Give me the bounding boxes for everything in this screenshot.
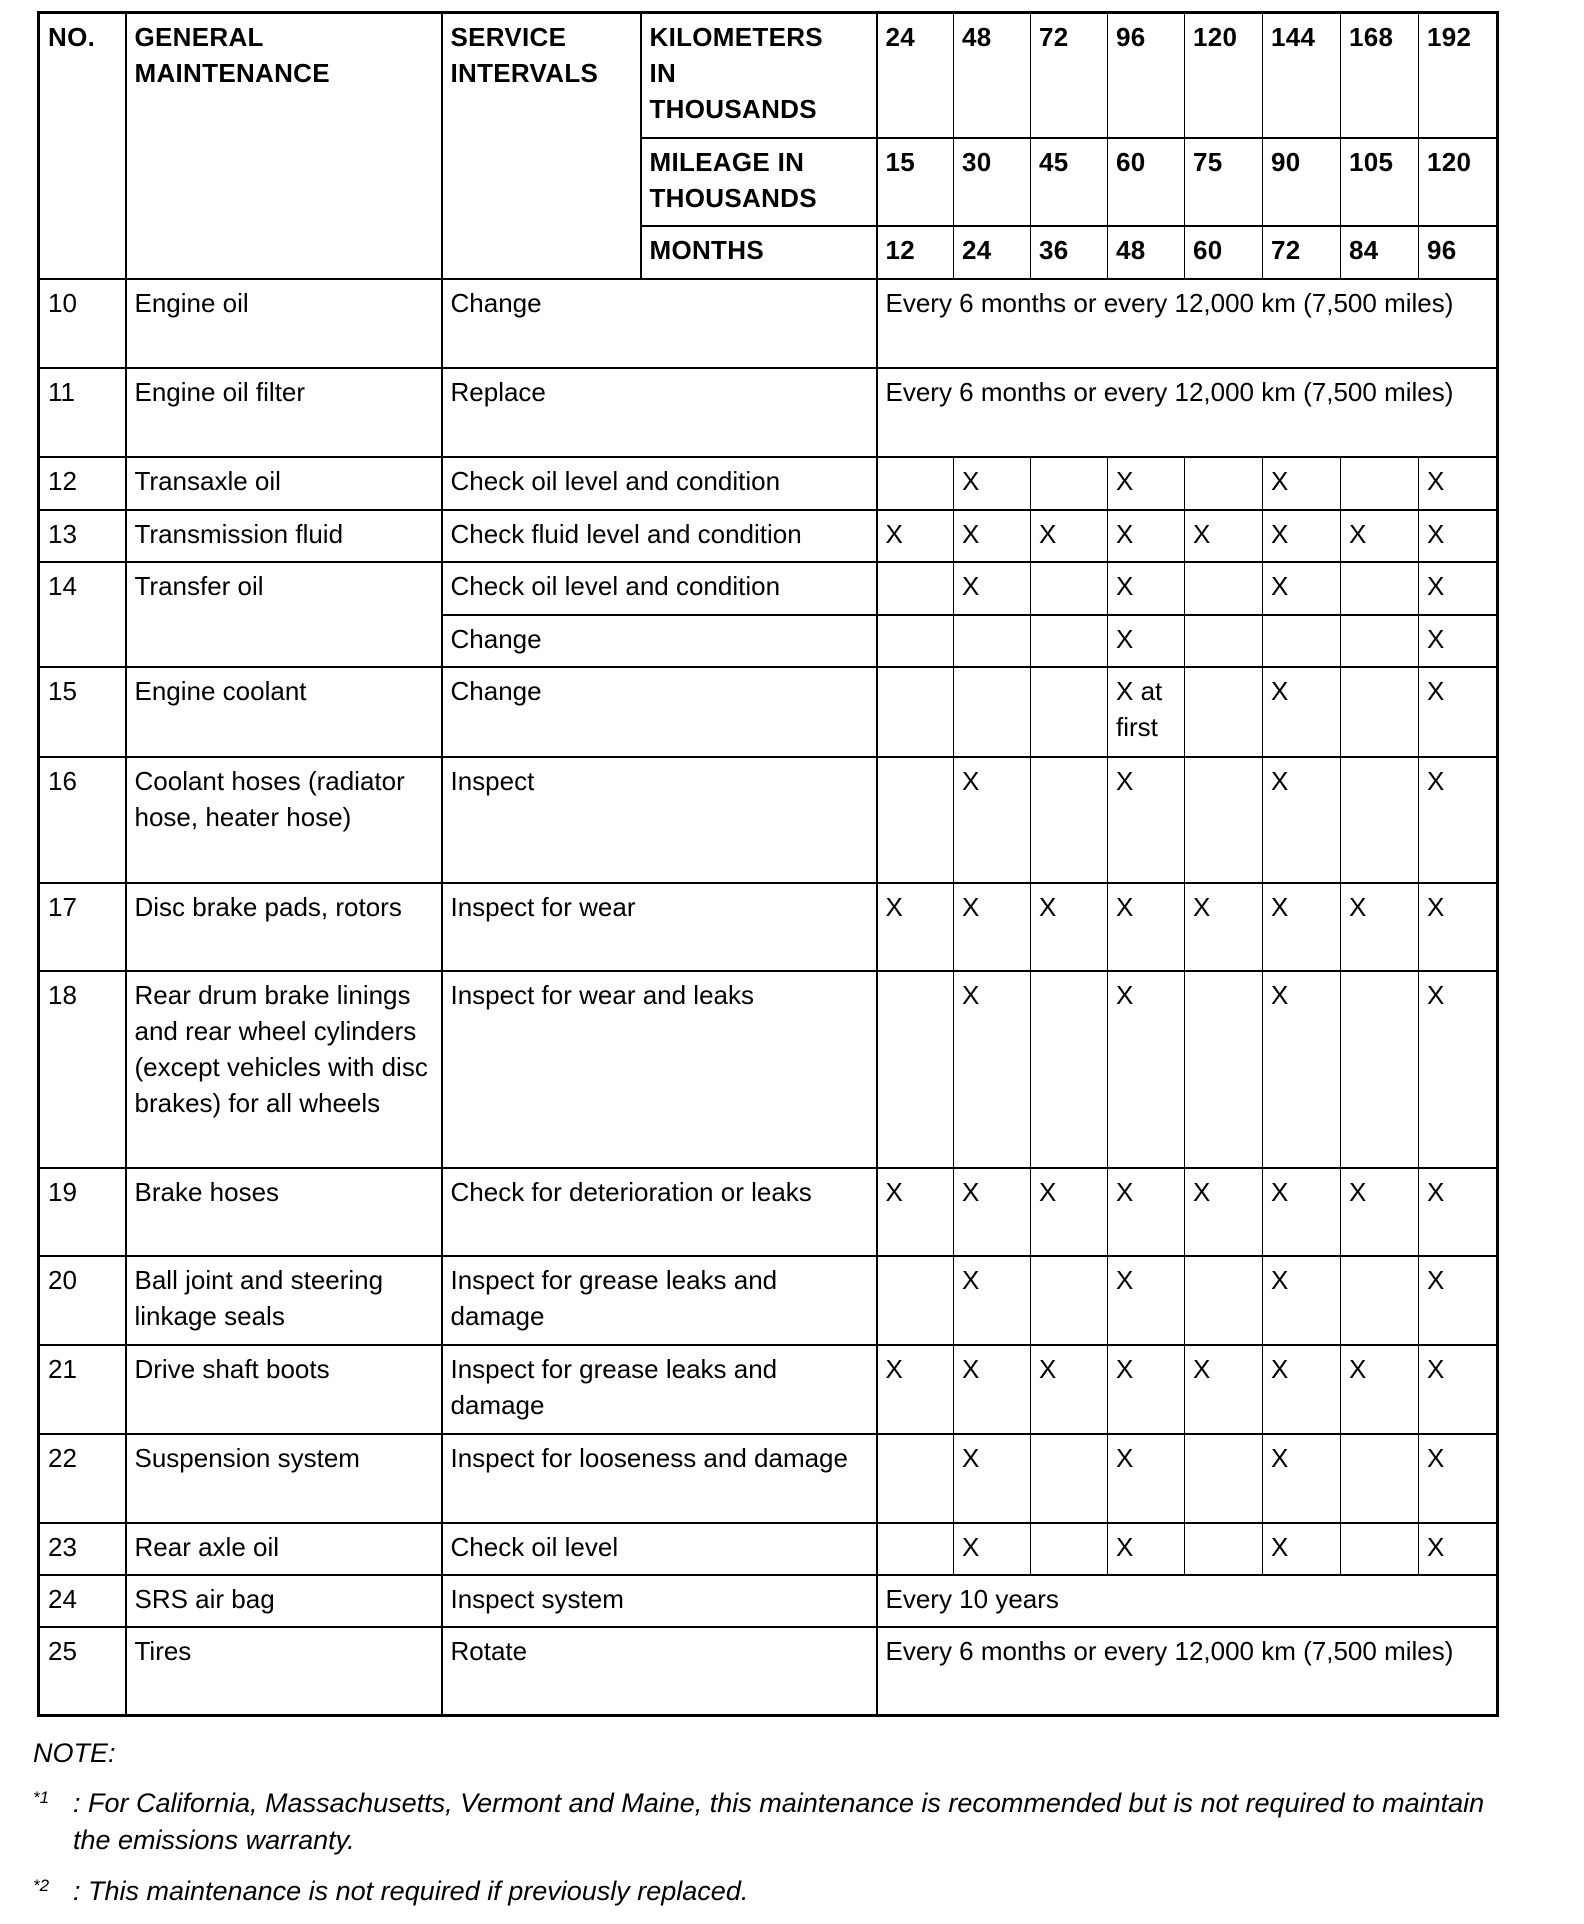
header-mileage-value: 120	[1419, 138, 1498, 226]
notes-title: NOTE:	[33, 1738, 116, 1768]
header-no: NO.	[39, 13, 126, 279]
service-mark: X	[1185, 883, 1263, 971]
service-interval: Inspect	[442, 757, 877, 883]
empty-cell	[1185, 971, 1263, 1168]
service-interval: Check oil level and condition	[442, 562, 877, 615]
service-mark: X	[1263, 883, 1341, 971]
service-mark: X	[954, 457, 1031, 510]
empty-cell	[1341, 667, 1419, 757]
service-mark: X	[1419, 457, 1498, 510]
service-mark: X	[1263, 1434, 1341, 1523]
row-number: 12	[39, 457, 126, 510]
header-months-label: MONTHS	[641, 226, 877, 279]
header-km-value: 120	[1185, 13, 1263, 138]
maintenance-item: Transmission fluid	[126, 510, 442, 562]
service-mark: X	[1185, 1345, 1263, 1434]
service-mark: X	[954, 562, 1031, 615]
table-row	[39, 757, 1498, 883]
table-row	[39, 1575, 1498, 1627]
empty-cell	[877, 562, 954, 615]
service-mark: X	[954, 1256, 1031, 1345]
service-interval: Change	[442, 667, 877, 757]
service-mark: X	[877, 883, 954, 971]
service-mark: X	[1419, 1345, 1498, 1434]
interval-note: Every 10 years	[877, 1575, 1498, 1627]
service-mark: X	[954, 883, 1031, 971]
row-number: 14	[39, 562, 126, 667]
row-number: 25	[39, 1627, 126, 1716]
empty-cell	[1341, 1256, 1419, 1345]
footnote-1-marker: *1	[33, 1788, 50, 1807]
header-months-value: 60	[1185, 226, 1263, 279]
service-mark: X	[1108, 457, 1185, 510]
service-interval: Inspect for wear	[442, 883, 877, 971]
header-km-value: 168	[1341, 13, 1419, 138]
empty-cell	[1185, 457, 1263, 510]
maintenance-item: Drive shaft boots	[126, 1345, 442, 1434]
service-interval: Inspect for looseness and damage	[442, 1434, 877, 1523]
empty-cell	[1341, 1434, 1419, 1523]
service-mark: X	[1263, 971, 1341, 1168]
maintenance-item: SRS air bag	[126, 1575, 442, 1627]
row-number: 22	[39, 1434, 126, 1523]
maintenance-item: Transaxle oil	[126, 457, 442, 510]
empty-cell	[1185, 1523, 1263, 1575]
service-interval: Check fluid level and condition	[442, 510, 877, 562]
row-number: 18	[39, 971, 126, 1168]
header-months-value: 48	[1108, 226, 1185, 279]
table-row	[39, 368, 1498, 457]
table-row	[39, 279, 1498, 368]
service-interval: Inspect for wear and leaks	[442, 971, 877, 1168]
empty-cell	[1031, 615, 1108, 667]
footnote-2-marker: *2	[33, 1876, 50, 1895]
service-mark: X	[1108, 1523, 1185, 1575]
header-km-value: 144	[1263, 13, 1341, 138]
header-service-intervals: SERVICE INTERVALS	[442, 13, 641, 279]
service-mark: X	[1108, 757, 1185, 883]
empty-cell	[877, 667, 954, 757]
table-row	[39, 667, 1498, 757]
empty-cell	[1031, 757, 1108, 883]
header-months-value: 72	[1263, 226, 1341, 279]
table-row	[39, 1256, 1498, 1345]
empty-cell	[877, 971, 954, 1168]
row-number: 16	[39, 757, 126, 883]
service-mark: X	[954, 1168, 1031, 1256]
service-mark: X	[1031, 1345, 1108, 1434]
service-mark: X	[1419, 615, 1498, 667]
service-mark: X	[954, 1523, 1031, 1575]
empty-cell	[877, 1256, 954, 1345]
table-row	[39, 510, 1498, 562]
maintenance-item: Rear drum brake linings and rear wheel cylinders (except vehicles with disc brakes) for all wheels	[126, 971, 442, 1168]
service-interval: Check for deterioration or leaks	[442, 1168, 877, 1256]
empty-cell	[1185, 757, 1263, 883]
empty-cell	[877, 457, 954, 510]
header-km-value: 96	[1108, 13, 1185, 138]
footnote-1	[33, 1785, 1513, 1859]
header-months-value: 96	[1419, 226, 1498, 279]
empty-cell	[1341, 562, 1419, 615]
maintenance-item: Ball joint and steering linkage seals	[126, 1256, 442, 1345]
empty-cell	[1341, 971, 1419, 1168]
empty-cell	[1185, 1256, 1263, 1345]
maintenance-item: Disc brake pads, rotors	[126, 883, 442, 971]
service-mark: X	[954, 1434, 1031, 1523]
maintenance-item: Transfer oil	[126, 562, 442, 667]
service-mark: X	[1419, 971, 1498, 1168]
header-months-value: 24	[954, 226, 1031, 279]
empty-cell	[1185, 562, 1263, 615]
empty-cell	[1341, 757, 1419, 883]
row-number: 13	[39, 510, 126, 562]
row-number: 21	[39, 1345, 126, 1434]
service-mark: X	[1419, 1168, 1498, 1256]
footnote-2-text: : This maintenance is not required if previously replaced.	[73, 1876, 749, 1906]
maintenance-item: Brake hoses	[126, 1168, 442, 1256]
table-row	[39, 1523, 1498, 1575]
notes-section	[33, 1735, 1513, 1924]
service-mark: X at first	[1108, 667, 1185, 757]
service-mark: X	[1108, 510, 1185, 562]
empty-cell	[877, 1434, 954, 1523]
maintenance-item: Engine oil	[126, 279, 442, 368]
header-months-value: 36	[1031, 226, 1108, 279]
maintenance-item: Coolant hoses (radiator hose, heater hose)	[126, 757, 442, 883]
service-mark: X	[1263, 667, 1341, 757]
service-mark: X	[1031, 510, 1108, 562]
empty-cell	[1031, 1256, 1108, 1345]
header-general-maintenance: GENERAL MAINTENANCE	[126, 13, 442, 279]
header-mileage-value: 90	[1263, 138, 1341, 226]
header-km-value: 72	[1031, 13, 1108, 138]
footnote-1-text: : For California, Massachusetts, Vermont and Maine, this maintenance is recommended but is not required to maintain the emissions warranty.	[73, 1788, 1485, 1855]
service-mark: X	[877, 510, 954, 562]
table-row	[39, 1168, 1498, 1256]
service-interval: Rotate	[442, 1627, 877, 1716]
empty-cell	[1263, 615, 1341, 667]
service-mark: X	[1419, 562, 1498, 615]
maintenance-schedule-table	[37, 11, 1499, 1717]
header-mileage-value: 15	[877, 138, 954, 226]
empty-cell	[1031, 1523, 1108, 1575]
header-months-value: 12	[877, 226, 954, 279]
empty-cell	[954, 615, 1031, 667]
service-mark: X	[1419, 1434, 1498, 1523]
table-row	[39, 971, 1498, 1168]
service-mark: X	[954, 971, 1031, 1168]
service-mark: X	[1263, 1168, 1341, 1256]
maintenance-item: Engine coolant	[126, 667, 442, 757]
interval-note: Every 6 months or every 12,000 km (7,500 miles)	[877, 279, 1498, 368]
service-mark: X	[877, 1168, 954, 1256]
service-mark: X	[954, 1345, 1031, 1434]
service-interval: Inspect for grease leaks and damage	[442, 1256, 877, 1345]
empty-cell	[1031, 457, 1108, 510]
empty-cell	[877, 757, 954, 883]
service-interval: Inspect system	[442, 1575, 877, 1627]
service-mark: X	[1419, 510, 1498, 562]
table-row	[39, 883, 1498, 971]
row-number: 19	[39, 1168, 126, 1256]
service-mark: X	[1263, 1256, 1341, 1345]
service-mark: X	[1108, 1168, 1185, 1256]
empty-cell	[1031, 667, 1108, 757]
service-mark: X	[1185, 1168, 1263, 1256]
table-row	[39, 1434, 1498, 1523]
row-number: 11	[39, 368, 126, 457]
service-mark: X	[1108, 1256, 1185, 1345]
service-interval: Inspect for grease leaks and damage	[442, 1345, 877, 1434]
header-km-value: 24	[877, 13, 954, 138]
service-mark: X	[954, 757, 1031, 883]
empty-cell	[1031, 1434, 1108, 1523]
header-mileage-label: MILEAGE IN THOUSANDS	[641, 138, 877, 226]
service-interval: Change	[442, 279, 877, 368]
header-km-value: 192	[1419, 13, 1498, 138]
empty-cell	[1185, 615, 1263, 667]
service-mark: X	[1263, 562, 1341, 615]
service-mark: X	[1185, 510, 1263, 562]
service-mark: X	[1341, 1345, 1419, 1434]
service-mark: X	[1341, 510, 1419, 562]
service-mark: X	[1031, 1168, 1108, 1256]
row-number: 20	[39, 1256, 126, 1345]
service-mark: X	[1419, 1523, 1498, 1575]
empty-cell	[954, 667, 1031, 757]
header-mileage-value: 30	[954, 138, 1031, 226]
service-mark: X	[1419, 667, 1498, 757]
service-interval: Check oil level	[442, 1523, 877, 1575]
empty-cell	[1185, 667, 1263, 757]
header-months-value: 84	[1341, 226, 1419, 279]
empty-cell	[1031, 562, 1108, 615]
service-mark: X	[1341, 883, 1419, 971]
service-mark: X	[1108, 1434, 1185, 1523]
interval-note: Every 6 months or every 12,000 km (7,500 miles)	[877, 1627, 1498, 1716]
header-row-km	[39, 13, 1498, 138]
header-mileage-value: 60	[1108, 138, 1185, 226]
interval-note: Every 6 months or every 12,000 km (7,500 miles)	[877, 368, 1498, 457]
header-mileage-value: 75	[1185, 138, 1263, 226]
table-row	[39, 457, 1498, 510]
row-number: 23	[39, 1523, 126, 1575]
empty-cell	[1341, 615, 1419, 667]
service-mark: X	[1108, 562, 1185, 615]
empty-cell	[1341, 1523, 1419, 1575]
service-mark: X	[1263, 510, 1341, 562]
service-interval: Change	[442, 615, 877, 667]
service-mark: X	[1263, 1345, 1341, 1434]
header-mileage-value: 45	[1031, 138, 1108, 226]
service-mark: X	[954, 510, 1031, 562]
footnote-2	[33, 1873, 1513, 1910]
service-mark: X	[1108, 1345, 1185, 1434]
service-mark: X	[1419, 757, 1498, 883]
header-km-label: KILOMETERS IN THOUSANDS	[641, 13, 877, 138]
table-row	[39, 1627, 1498, 1716]
row-number: 24	[39, 1575, 126, 1627]
header-mileage-value: 105	[1341, 138, 1419, 226]
empty-cell	[1185, 1434, 1263, 1523]
service-mark: X	[1108, 883, 1185, 971]
empty-cell	[1341, 457, 1419, 510]
service-mark: X	[1108, 971, 1185, 1168]
row-number: 10	[39, 279, 126, 368]
maintenance-item: Suspension system	[126, 1434, 442, 1523]
service-mark: X	[877, 1345, 954, 1434]
service-mark: X	[1263, 1523, 1341, 1575]
maintenance-item: Tires	[126, 1627, 442, 1716]
service-mark: X	[1263, 757, 1341, 883]
service-interval: Replace	[442, 368, 877, 457]
service-mark: X	[1263, 457, 1341, 510]
empty-cell	[877, 1523, 954, 1575]
empty-cell	[1031, 971, 1108, 1168]
service-mark: X	[1419, 883, 1498, 971]
service-mark: X	[1031, 883, 1108, 971]
maintenance-item: Engine oil filter	[126, 368, 442, 457]
row-number: 17	[39, 883, 126, 971]
maintenance-item: Rear axle oil	[126, 1523, 442, 1575]
service-mark: X	[1341, 1168, 1419, 1256]
service-mark: X	[1108, 615, 1185, 667]
table-row	[39, 1345, 1498, 1434]
header-km-value: 48	[954, 13, 1031, 138]
service-interval: Check oil level and condition	[442, 457, 877, 510]
table-row	[39, 562, 1498, 615]
row-number: 15	[39, 667, 126, 757]
service-mark: X	[1419, 1256, 1498, 1345]
empty-cell	[877, 615, 954, 667]
